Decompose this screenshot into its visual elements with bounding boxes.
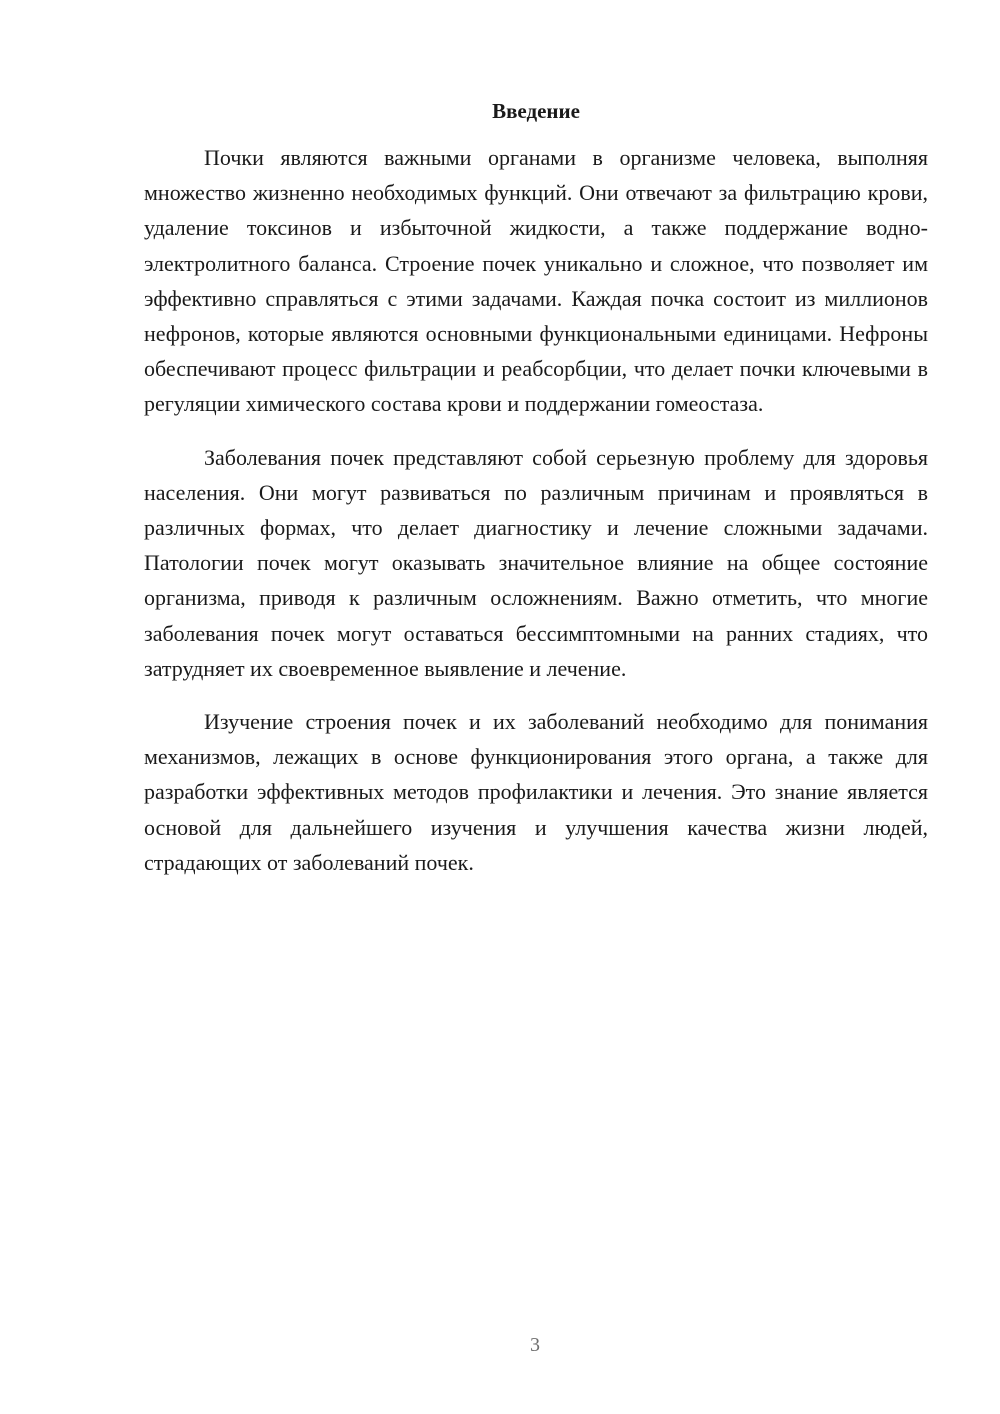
page-number: 3 [530,1334,540,1356]
paragraph-study-importance: Изучение строения почек и их заболеваний необходимо для понимания механизмов, лежащих в основе функционирования этого органа, а также для разработки эффективных методов профилактики и лечения. Это знание является основой для дальнейшего изучения и улучшения качества жизни людей, страдающих от заболеваний почек. [144,709,928,875]
paragraph-kidney-diseases: Заболевания почек представляют собой серьезную проблему для здоровья населения. Они могут развиваться по различным причинам и проявляться в различных формах, что делает диагностику и лечение сложными задачами. Патологии почек могут оказывать значительное влияние на общее состояние организма, приводя к различным осложнениям. Важно отметить, что многие заболевания почек могут оставаться бессимптомными на ранних стадиях, что затрудняет их своевременное выявление и лечение. [144,444,928,681]
page-content [144,94,928,898]
section-title: Введение [492,99,580,123]
paragraph-kidney-functions: Почки являются важными органами в организме человека, выполняя множество жизненно необходимых функций. Они отвечают за фильтрацию крови, удаление токсинов и избыточной жидкости, а также поддержание водно-электролитного баланса. Строение почек уникально и сложное, что позволяет им эффективно справляться с этими задачами. Каждая почка состоит из миллионов нефронов, которые являются основными функциональными единицами. Нефроны обеспечивают процесс фильтрации и реабсорбции, что делает почки ключевыми в регуляции химического состава крови и поддержании гомеостаза. [144,145,928,417]
